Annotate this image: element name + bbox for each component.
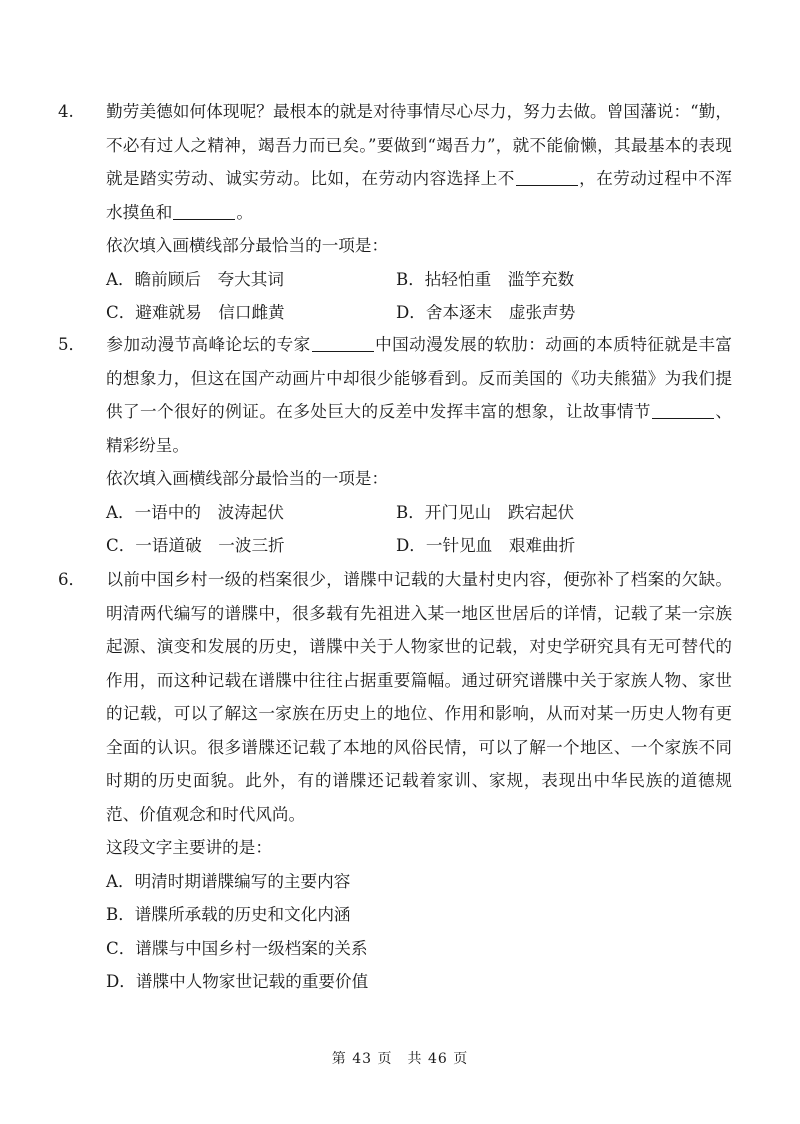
option-b: B．拈轻怕重 滥竽充数 [396, 269, 575, 289]
question-text: 中国动漫发展的软肋：动画的本质特征就是丰富的想象力，但这在国产动画片中却很少能够看到。反而美国的《功夫熊猫》为我们提供了一个很好的例证。在多处巨大的反差中发挥丰富的想象，让故事情节 [106, 335, 733, 421]
question-4 [58, 95, 733, 330]
option-b: B．开门见山 跌宕起伏 [396, 502, 575, 522]
option-a: A．明清时期谱牒编写的主要内容 [106, 871, 351, 891]
question-4-stem [58, 95, 733, 229]
options [106, 865, 732, 999]
option-b: B．谱牒所承载的历史和文化内涵 [106, 905, 351, 924]
fill-blank [652, 398, 714, 419]
option-a: A．瞻前顾后 夸大其词 [106, 269, 284, 289]
question-5 [58, 328, 733, 563]
page-footer: 第 43 页 共 46 页 [331, 1051, 469, 1067]
question-number: 5． [58, 335, 86, 354]
option-d: D．谱牒中人物家世记载的重要价值 [106, 972, 369, 991]
option-d: D．一针见血 艰难曲折 [396, 536, 576, 555]
option-c: C．避难就易 信口雌黄 [106, 303, 285, 322]
option-d: D．舍本逐末 虚张声势 [396, 303, 576, 322]
question-text: 参加动漫节高峰论坛的专家 [106, 335, 311, 354]
fill-blank [173, 199, 235, 220]
question-prompt: 这段文字主要讲的是： [106, 838, 272, 857]
question-text: ，在劳动过程中不浑水摸鱼和 [106, 169, 733, 222]
options [106, 263, 732, 330]
question-prompt: 依次填入画横线部分最恰当的一项是： [106, 236, 389, 255]
option-a: A．一语中的 波涛起伏 [106, 502, 284, 522]
question-5-stem [58, 328, 733, 462]
question-text: 以前中国乡村一级的档案很少，谱牒中记载的大量村史内容，便弥补了档案的欠缺。明清两代编写的谱牒中，很多载有先祖进入某一地区世居后的详情，记载了某一宗族起源、演变和发展的历史，谱牒中关于人物家世的记载，对史学研究具有无可替代的作用，而这种记载在谱牒中往往占据重要篇幅。通过研究谱牒中关于家族人物、家世的记载，可以了解这一家族在历史上的地位、作用和影响，从而对某一历史人物有更全面的认识。很多谱牒还记载了本地的风俗民情，可以了解一个地区、一个家族不同时期的历史面貌。此外，有的谱牒还记载着家训、家规，表现出中华民族的道德规范、价值观念和时代风尚。 [106, 570, 732, 824]
question-text: 、精彩纷呈。 [106, 402, 732, 455]
option-c: C．一语道破 一波三折 [106, 536, 285, 555]
question-prompt: 依次填入画横线部分最恰当的一项是： [106, 469, 389, 488]
question-6 [58, 563, 732, 999]
option-c: C．谱牒与中国乡村一级档案的关系 [106, 938, 368, 958]
question-text: 勤劳美德如何体现呢？最根本的就是对待事情尽心尽力，努力去做。曾国藩说：“勤，不必有过人之精神，竭吾力而已矣。”要做到“竭吾力”，就不能偷懒，其最基本的表现就是踏实劳动、诚实劳动。比如，在劳动内容选择上不 [106, 102, 732, 188]
question-number: 6． [58, 570, 86, 589]
fill-blank [312, 331, 374, 352]
question-text: 。 [236, 202, 253, 222]
fill-blank [516, 165, 578, 186]
question-number: 4. [58, 102, 74, 121]
question-6-stem [58, 563, 732, 831]
options [106, 496, 732, 563]
